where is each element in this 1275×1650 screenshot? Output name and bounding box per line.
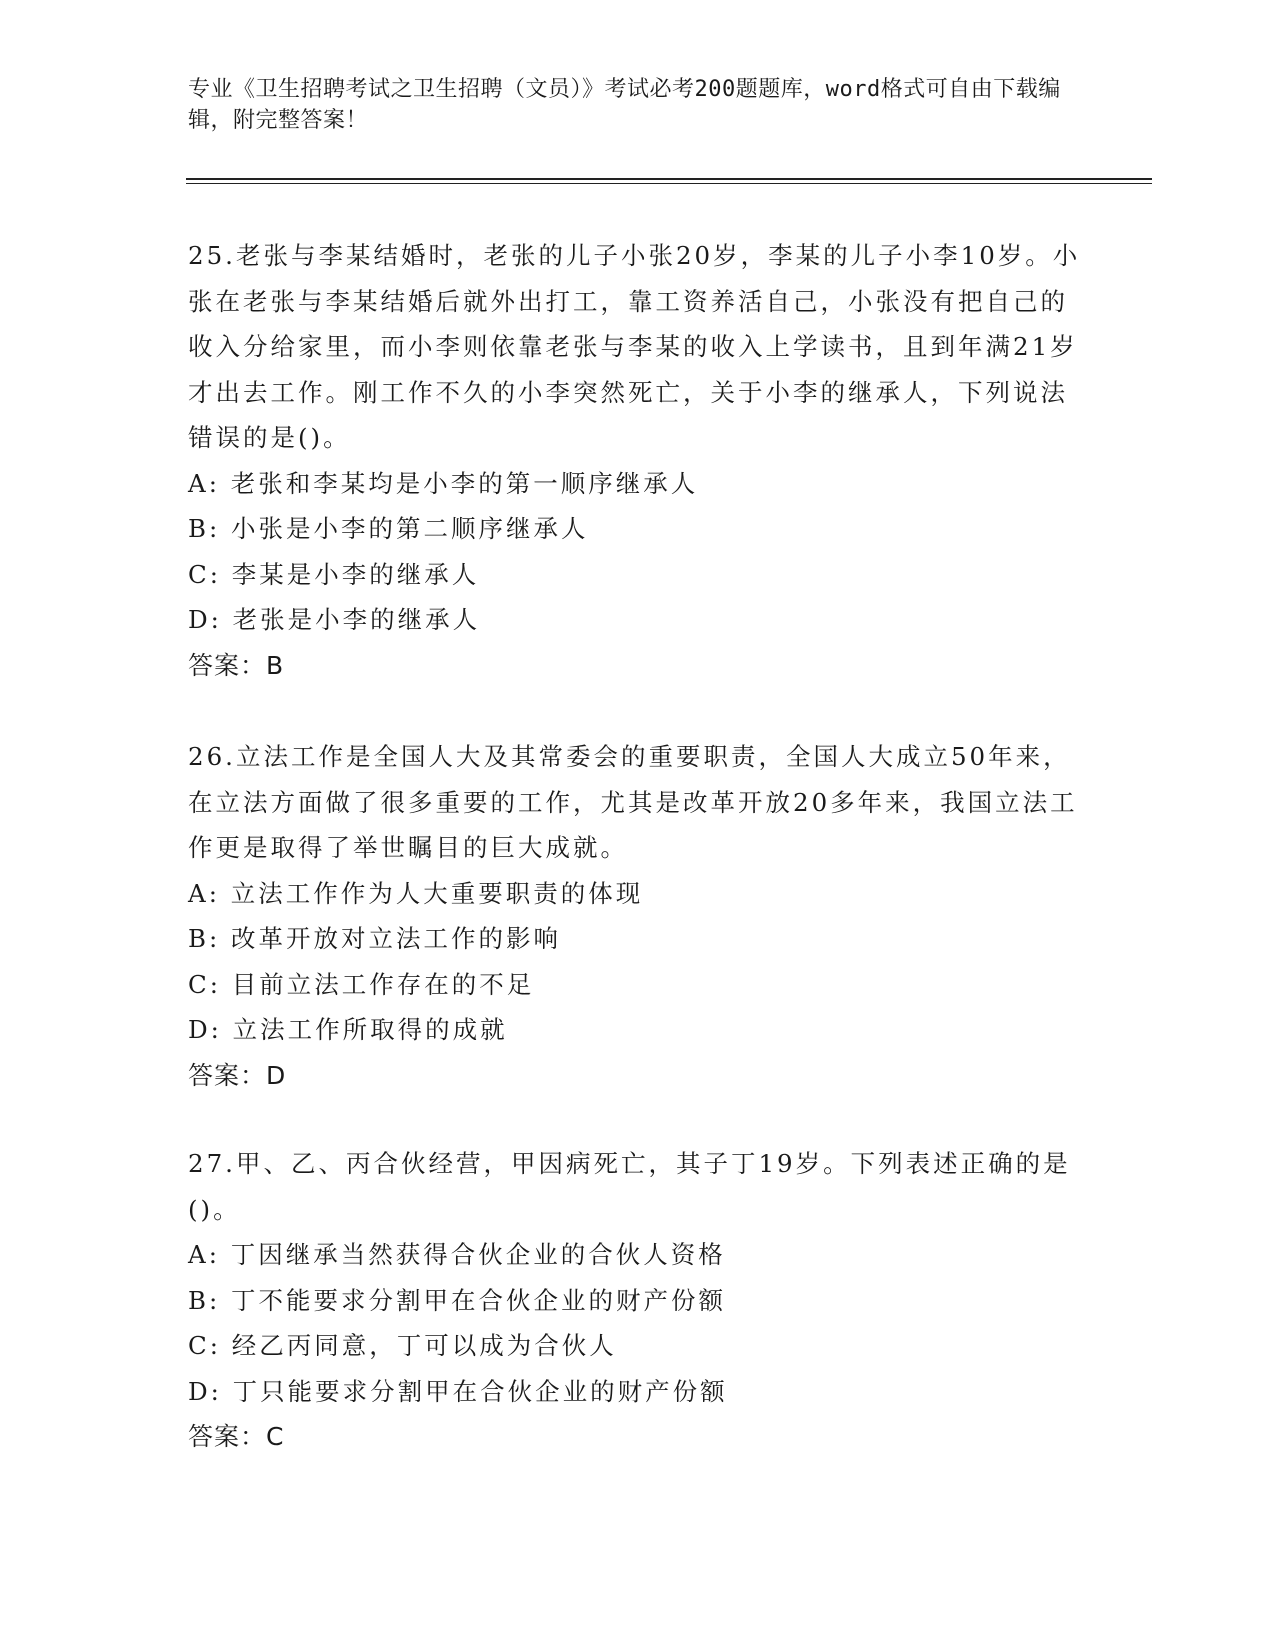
option-b: B: 小张是小李的第二顺序继承人 — [188, 514, 589, 543]
option-d: D: 立法工作所取得的成就 — [188, 1015, 508, 1044]
document-header: 专业《卫生招聘考试之卫生招聘（文员）》考试必考200题题库，word格式可自由下载编辑，附完整答案！ — [188, 77, 1061, 133]
question-stem: 27.甲、乙、丙合伙经营，甲因病死亡，其子丁19岁。下列表述正确的是()。 — [188, 1149, 1071, 1224]
question-stem: 26.立法工作是全国人大及其常委会的重要职责，全国人大成立50年来，在立法方面做了很多重要的工作，尤其是改革开放20多年来，我国立法工作更是取得了举世瞩目的巨大成就。 — [188, 742, 1078, 862]
question-stem: 25.老张与李某结婚时，老张的儿子小张20岁，李某的儿子小李10岁。小张在老张与李某结婚后就外出打工，靠工资养活自己，小张没有把自己的收入分给家里，而小李则依靠老张与李某的收入上学读书，且到年满21岁才出去工作。刚工作不久的小李突然死亡，关于小李的继承人，下列说法错误的是()。 — [188, 241, 1081, 452]
option-d: D: 老张是小李的继承人 — [188, 605, 481, 634]
header-divider — [186, 178, 1152, 184]
question-25 — [188, 233, 1088, 688]
question-26 — [188, 734, 1088, 1098]
answer-line: 答案：B — [188, 650, 285, 680]
option-list — [188, 1232, 1088, 1414]
option-a: A: 老张和李某均是小李的第一顺序继承人 — [188, 468, 699, 498]
answer-line: 答案：D — [188, 1060, 287, 1090]
question-27 — [188, 1141, 1088, 1460]
option-c: C: 目前立法工作存在的不足 — [188, 969, 535, 999]
option-b: B: 改革开放对立法工作的影响 — [188, 924, 562, 953]
option-a: A: 丁因继承当然获得合伙企业的合伙人资格 — [188, 1240, 726, 1269]
option-c: C: 经乙丙同意，丁可以成为合伙人 — [188, 1331, 617, 1360]
option-a: A: 立法工作作为人大重要职责的体现 — [188, 878, 644, 908]
option-c: C: 李某是小李的继承人 — [188, 559, 480, 589]
option-list — [188, 871, 1088, 1053]
option-b: B: 丁不能要求分割甲在合伙企业的财产份额 — [188, 1285, 727, 1315]
option-list — [188, 461, 1088, 643]
answer-line: 答案：C — [188, 1422, 285, 1451]
option-d: D: 丁只能要求分割甲在合伙企业的财产份额 — [188, 1376, 728, 1406]
